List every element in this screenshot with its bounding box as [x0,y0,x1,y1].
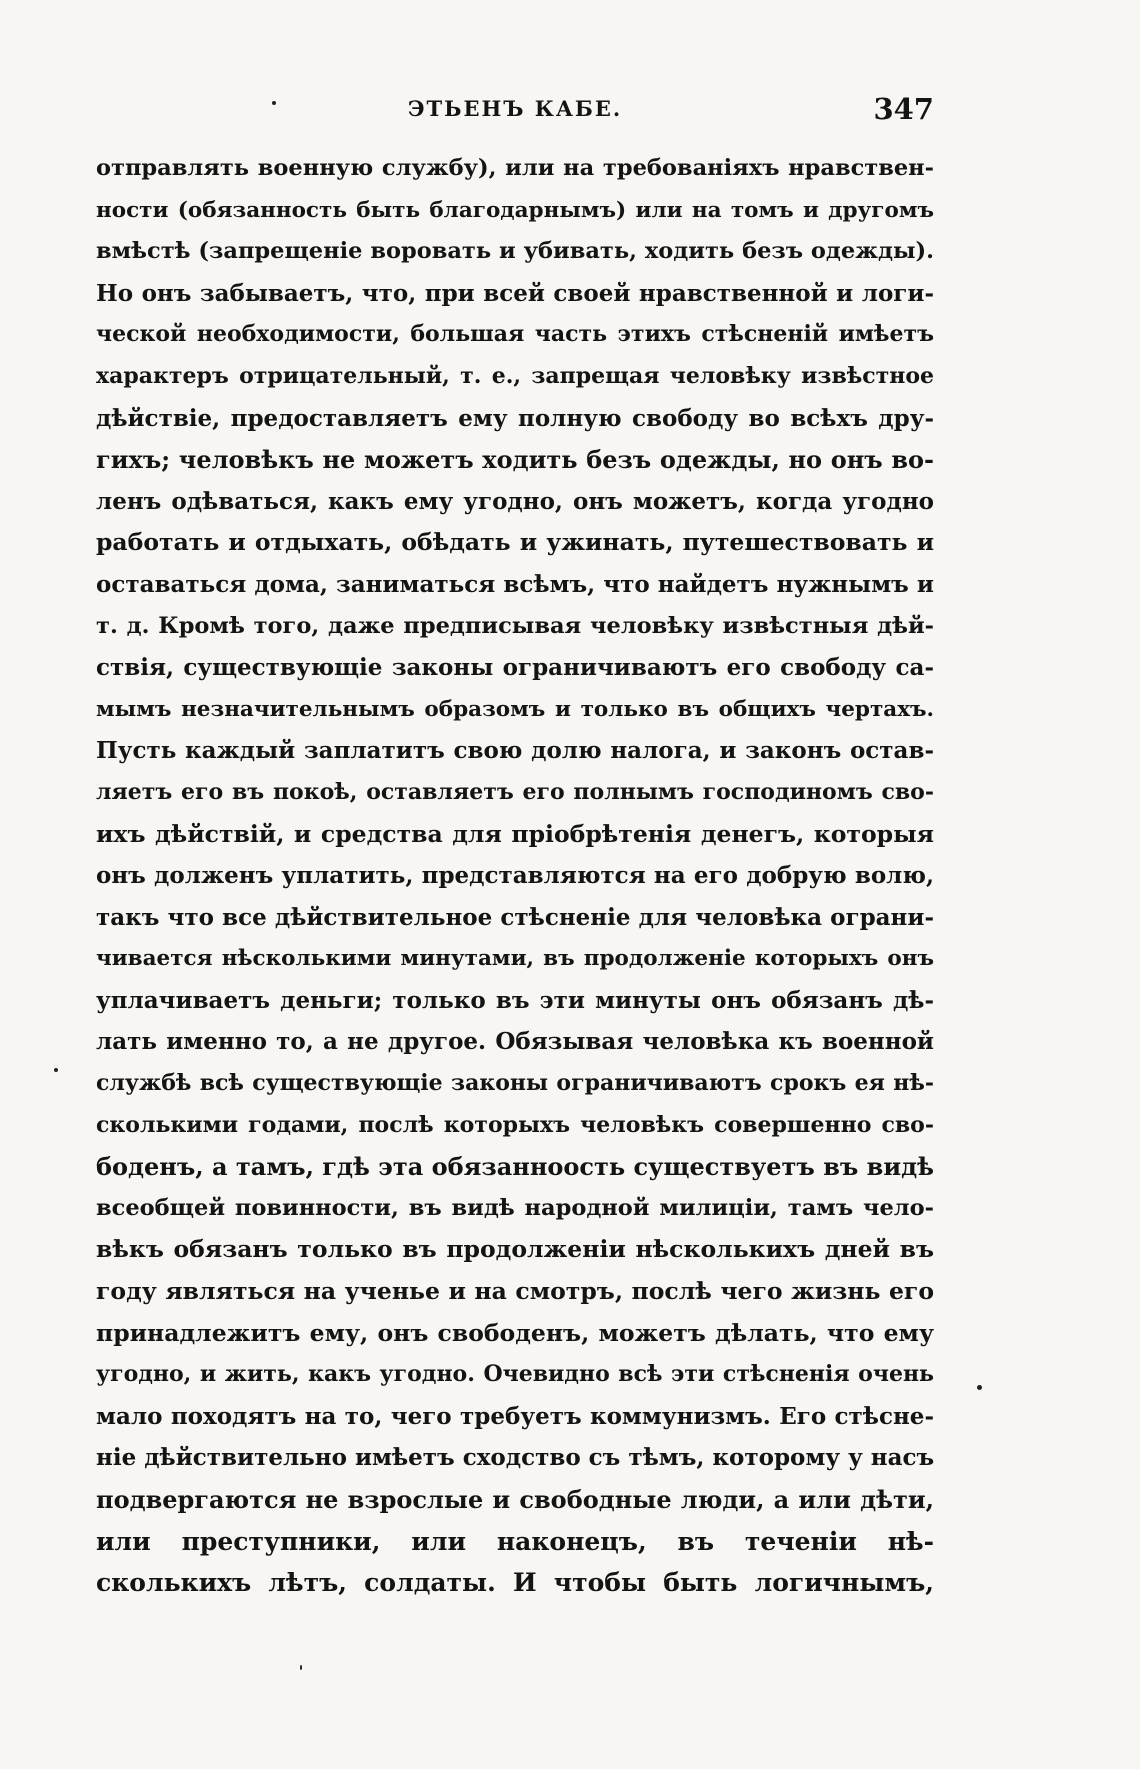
text-line: чивается нѣсколькими минутами, въ продолженіе которыхъ онъ [96,946,934,972]
text-line: принадлежитъ ему, онъ свободенъ, можетъ дѣлать, что ему [96,1318,934,1347]
text-line: работать и отдыхать, обѣдать и ужинать, путешествовать и [96,528,934,557]
text-line: дѣйствіе, предоставляетъ ему полную свободу во всѣхъ дру- [96,404,934,432]
text-line: или преступники, или наконецъ, въ теченіи нѣ- [96,1526,934,1556]
text-line: угодно, и жить, какъ угодно. Очевидно всѣ эти стѣсненія очень [96,1361,934,1388]
text-line: сколькими годами, послѣ которыхъ человѣкъ совершенно сво- [96,1111,934,1138]
text-line: онъ долженъ уплатить, представляются на его добрую волю, [96,862,934,890]
text-line: Но онъ забываетъ, что, при всей своей нравственной и логи- [96,279,934,307]
text-line: Пусть каждый заплатитъ свою долю налога, и законъ остав- [96,737,934,765]
text-line: всеобщей повинности, въ видѣ народной милиціи, тамъ чело- [96,1194,934,1221]
scan-speck [54,1068,58,1072]
text-line: году являться на ученье и на смотръ, послѣ чего жизнь его [96,1277,934,1306]
text-line: оставаться дома, заниматься всѣмъ, что найдетъ нужнымъ и [96,570,934,598]
text-line: вмѣстѣ (запрещеніе воровать и убивать, ходить безъ одежды). [96,238,934,265]
text-line: боденъ, а тамъ, гдѣ эта обязанноость существуетъ въ видѣ [96,1152,934,1182]
text-line: сколькихъ лѣтъ, солдаты. И чтобы быть логичнымъ, [96,1568,934,1598]
text-line: ствія, существующіе законы ограничиваютъ его свободу са- [96,654,934,682]
text-line: ленъ одѣваться, какъ ему угодно, онъ можетъ, когда угодно [96,487,934,515]
scan-speck [300,1665,302,1670]
page-header [96,92,934,132]
text-line: гихъ; человѣкъ не можетъ ходить безъ одежды, но онъ во- [96,445,934,475]
text-line: вѣкъ обязанъ только въ продолженіи нѣсколькихъ дней въ [96,1235,934,1264]
scan-speck [272,101,276,105]
text-line: ніе дѣйствительно имѣетъ сходство съ тѣмъ, которому у насъ [96,1444,934,1472]
text-line: отправлять военную службу), или на требованіяхъ нравствен- [96,155,934,181]
text-line: уплачиваетъ деньги; только въ эти минуты онъ обязанъ дѣ- [96,986,934,1014]
text-line: мымъ незначительнымъ образомъ и только въ общихъ чертахъ. [96,696,934,722]
text-line: ляетъ его въ покоѣ, оставляетъ его полнымъ господиномъ сво- [96,778,934,805]
text-line: ности (обязанность быть благодарнымъ) или на томъ и другомъ [96,197,934,223]
page-number: 347 [873,92,934,126]
scan-speck [977,1385,982,1390]
text-line: лать именно то, а не другое. Обязывая человѣка къ военной [96,1028,934,1056]
text-line: такъ что все дѣйствительное стѣсненіе для человѣка ограни- [96,903,934,931]
body-text [96,148,934,1604]
running-title: ЭТЬЕНЪ КАБЕ. [407,96,623,121]
text-line: ческой необходимости, большая часть этихъ стѣсненій имѣетъ [96,321,934,348]
text-line: мало походятъ на то, чего требуетъ коммунизмъ. Его стѣсне- [96,1402,934,1430]
text-line: службѣ всѣ существующіе законы ограничиваютъ срокъ ея нѣ- [96,1070,934,1097]
text-line: ихъ дѣйствій, и средства для пріобрѣтенія денегъ, которыя [96,819,934,848]
text-line: подвергаются не взрослые и свободные люди, а или дѣти, [96,1485,934,1514]
text-line: т. д. Кромѣ того, даже предписывая человѣку извѣстныя дѣй- [96,612,934,639]
text-line: характеръ отрицательный, т. е., запрещая человѣку извѣстное [96,362,934,389]
